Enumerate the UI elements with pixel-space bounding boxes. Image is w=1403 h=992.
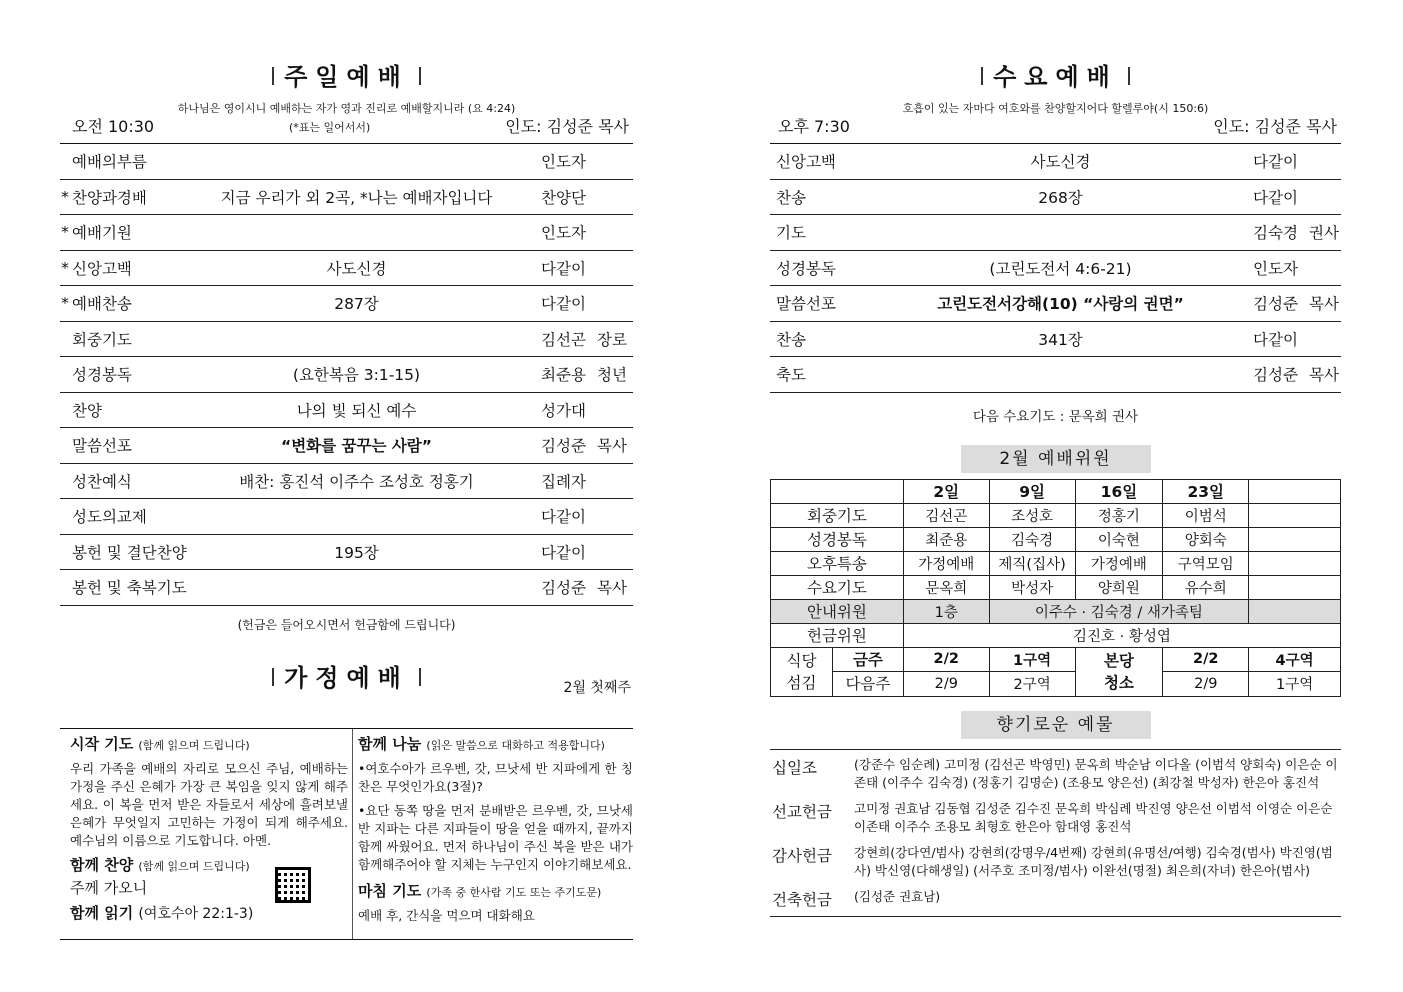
duty-date: 9일	[989, 479, 1075, 503]
order-role: 최준용 청년	[541, 366, 627, 385]
order-role: 김성준 목사	[541, 579, 627, 598]
order-row	[60, 251, 633, 287]
order-role: 다같이	[1253, 188, 1298, 207]
order-label: 성경봉독	[776, 259, 836, 278]
stand-mark: *	[61, 294, 69, 313]
sunday-service-title: 주일예배	[60, 60, 633, 94]
duty-row: 수요기도 문옥희 박성자 양희원 유수희	[771, 575, 1341, 599]
wednesday-verse: 호흡이 있는 자마다 여호와를 찬양할지어다 할렐루야(시 150:6)	[902, 102, 1209, 115]
next-wednesday-prayer: 다음 수요기도 : 문옥희 권사	[972, 408, 1139, 425]
building-row: 건축헌금 (김성준 권효남)	[772, 888, 941, 909]
order-label: 찬양과경배	[72, 188, 147, 207]
order-label: 신앙고백	[776, 153, 836, 172]
family-right-column	[358, 733, 633, 925]
sunday-time: 오전 10:30	[72, 117, 155, 136]
order-row	[60, 428, 633, 464]
order-label: 성찬예식	[72, 472, 132, 491]
order-role: 김성준 목사	[1253, 295, 1339, 314]
order-role: 김성준 목사	[1253, 366, 1339, 385]
order-row	[770, 251, 1341, 287]
order-label: 성도의교제	[72, 508, 147, 527]
opening-prayer-heading: 시작 기도 (함께 읽으며 드립니다)	[70, 735, 250, 753]
duty-row: 성경봉독 최준용 김숙경 이숙현 양회숙	[771, 527, 1341, 551]
order-label: 봉헌 및 결단찬양	[72, 543, 187, 562]
order-row	[770, 215, 1341, 251]
stand-note: (*표는 일어서서)	[289, 121, 371, 134]
opening-prayer-text: 우리 가족을 예배의 자리로 모으신 주님, 예배하는 가정을 주신 은혜가 가장 큰 복임을 잊지 않게 해주세요. 이 복을 먼저 받은 자들로서 세상에 흘려보낼 은혜가 무엇일지 고민하는 가정이 되게 해주세요. 예수님의 이름으로 기도합니다. 아멘.	[70, 761, 348, 848]
order-content: 268장	[1038, 188, 1083, 207]
order-content: 고린도전서강해(10) “사랑의 권면”	[937, 295, 1184, 314]
duty-table	[770, 479, 1341, 697]
duty-date: 23일	[1163, 479, 1249, 503]
order-content: 사도신경	[1030, 153, 1091, 172]
meal-row: 식당 섬김 금주 다음주 2/2 1구역 본당 청소 2/2 4구역	[771, 647, 1341, 672]
wednesday-service-title: 수요예배	[770, 60, 1341, 94]
order-role: 다같이	[541, 508, 586, 527]
order-label: 예배기원	[72, 224, 132, 243]
order-content: 195장	[334, 543, 379, 562]
order-role: 찬양단	[541, 188, 586, 207]
closing-prayer-text: 예배 후, 간식을 먹으며 대화해요	[358, 908, 535, 923]
order-row	[60, 499, 633, 535]
order-role: 다같이	[1253, 153, 1298, 172]
order-role: 인도자	[541, 153, 586, 172]
sunday-leader: 인도: 김성준 목사	[505, 117, 629, 136]
offering-note: (헌금은 들어오시면서 헌금함에 드립니다)	[237, 617, 456, 632]
family-week: 2월 첫째주	[563, 679, 631, 696]
order-role: 김선곤 장로	[541, 330, 627, 349]
stand-mark: *	[61, 223, 69, 242]
order-row	[770, 322, 1341, 358]
order-role: 김숙경 권사	[1253, 224, 1339, 243]
mission-row: 선교헌금 고미정 권효남 김동협 김성준 김수진 문옥희 박심례 박진영 양은선 이범석 이영순 이은순 이존태 이주수 조용모 최형호 한은아 함대영 홍진석	[772, 800, 1333, 834]
order-label: 봉헌 및 축복기도	[72, 579, 187, 598]
order-label: 예배의부름	[72, 153, 147, 172]
order-label: 축도	[776, 366, 806, 385]
order-row	[60, 357, 633, 393]
order-label: 예배찬송	[72, 295, 132, 314]
order-row	[770, 144, 1341, 180]
order-role: 다같이	[541, 543, 586, 562]
order-label: 찬송	[776, 330, 806, 349]
wednesday-order-list	[770, 144, 1341, 393]
tithe-row: 십일조 (강준수 임순례) 고미정 (김선곤 박영민) 문옥희 박순남 이다올 (이범석 양회숙) 이은순 이존태 (이주수 김숙경) (정홍기 김명순) (조용모 양은선) (최강철 박성자) 한은아 홍진석	[772, 756, 1338, 790]
order-row	[60, 215, 633, 251]
order-content: 나의 빛 되신 예수	[296, 401, 417, 420]
sunday-service-section	[60, 60, 633, 699]
family-left-column	[70, 733, 348, 929]
order-label: 말씀선포	[72, 437, 132, 456]
sunday-header	[60, 114, 633, 144]
offerings-title: 향기로운 예물	[961, 711, 1151, 739]
sunday-order-list	[60, 144, 633, 606]
duty-date: 16일	[1075, 479, 1163, 503]
family-worship-title: 가정예배	[60, 661, 633, 695]
order-row	[60, 322, 633, 358]
order-content: (요한복음 3:1-15)	[292, 366, 421, 385]
duty-title: 2월 예배위원	[961, 445, 1151, 473]
order-row	[770, 357, 1341, 393]
order-content: (고린도전서 4:6-21)	[989, 259, 1132, 278]
song-name: 주께 가오니	[70, 879, 148, 897]
order-label: 찬송	[776, 188, 806, 207]
wednesday-service-section	[770, 60, 1341, 917]
order-row	[60, 286, 633, 322]
duty-date: 2일	[903, 479, 989, 503]
order-row	[60, 464, 633, 500]
order-row	[770, 286, 1341, 322]
stand-mark: *	[61, 258, 69, 277]
order-content: 배찬: 홍진석 이주수 조성호 정홍기	[239, 472, 474, 491]
order-role: 집례자	[541, 472, 586, 491]
order-label: 기도	[776, 224, 806, 243]
order-content: 지금 우리가 외 2곡, *나는 예배자입니다	[220, 188, 493, 207]
share-question-1: •여호수아가 르우벤, 갓, 므낫세 반 지파에게 한 칭찬은 무엇인가요(3절)?	[358, 761, 633, 794]
order-role: 다같이	[541, 259, 586, 278]
order-label: 회중기도	[72, 330, 132, 349]
order-role: 인도자	[1253, 259, 1298, 278]
stand-mark: *	[61, 187, 69, 206]
order-row	[60, 570, 633, 606]
order-row	[60, 393, 633, 429]
order-role: 다같이	[541, 295, 586, 314]
family-worship-header	[60, 661, 633, 699]
song-heading: 함께 찬양 (함께 읽으며 드립니다)	[70, 856, 250, 874]
order-row	[60, 180, 633, 216]
duty-row: 오후특송 가정예배 제직(집사) 가정예배 구역모임	[771, 551, 1341, 575]
closing-prayer-heading: 마침 기도 (가족 중 한사람 기도 또는 주기도문)	[358, 882, 602, 900]
order-role: 김성준 목사	[541, 437, 627, 456]
offering-duty-row: 헌금위원 김진호 · 황성엽	[771, 623, 1341, 647]
order-label: 말씀선포	[776, 295, 836, 314]
order-role: 성가대	[541, 401, 586, 420]
offerings-list	[770, 749, 1341, 917]
order-content: “변화를 꿈꾸는 사람”	[281, 437, 432, 456]
order-label: 성경봉독	[72, 366, 132, 385]
wednesday-leader: 인도: 김성준 목사	[1213, 117, 1337, 136]
order-row	[60, 144, 633, 180]
order-content: 287장	[334, 295, 379, 314]
thanks-row: 감사헌금 강현희(강다연/범사) 강현희(강명우/4번째) 강현희(유명선/여행) 김숙경(범사) 박진영(범사) 박신영(다해생일) (서주호 조미정/범사) 이완선(명절) 최은희(자녀) 한은아(범사)	[772, 844, 1333, 878]
sunday-verse: 하나님은 영이시니 예배하는 자가 영과 진리로 예배할지니라 (요 4:24)	[177, 102, 516, 115]
order-label: 찬양	[72, 401, 102, 420]
order-label: 신앙고백	[72, 259, 132, 278]
order-role: 인도자	[541, 224, 586, 243]
order-content: 사도신경	[326, 259, 387, 278]
wednesday-time: 오후 7:30	[778, 117, 850, 136]
guide-row: 안내위원 1층 이주수 · 김숙경 / 새가족팀	[771, 599, 1341, 623]
duty-row: 회중기도 김선곤 조성호 정홍기 이범석	[771, 503, 1341, 527]
meal-next-row: 2/9 2구역 2/9 1구역	[771, 672, 1341, 697]
wednesday-header	[770, 114, 1341, 144]
reading-heading: 함께 읽기 (여호수아 22:1-3)	[70, 904, 254, 922]
order-role: 다같이	[1253, 330, 1298, 349]
qr-code-icon	[275, 867, 311, 903]
order-content: 341장	[1038, 330, 1083, 349]
share-question-2: •요단 동쪽 땅을 먼저 분배받은 르우벤, 갓, 므낫세 반 지파는 다른 지파들이 땅을 얻을 때까지, 끝까지 함께 싸웠어요. 먼저 하나님이 주신 복을 받은 내가 함께해주어야 할 지체는 누구인지 이야기해보세요.	[358, 803, 633, 872]
family-worship-box	[60, 728, 633, 940]
share-heading: 함께 나눔 (읽은 말씀으로 대화하고 적용합니다)	[358, 735, 605, 753]
order-row	[770, 180, 1341, 216]
order-row	[60, 535, 633, 571]
